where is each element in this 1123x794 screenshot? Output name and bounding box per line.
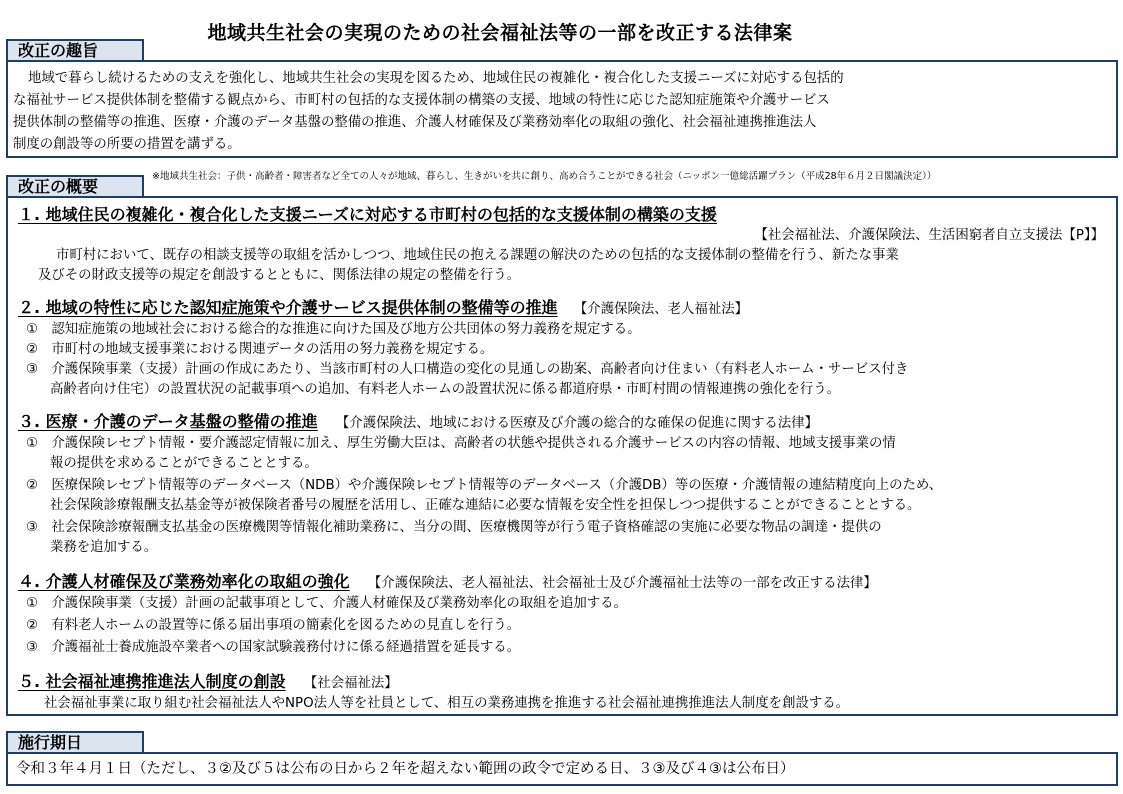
effective-header: 施行期日 (6, 731, 144, 754)
section-4-line: ② 有料老人ホームの設置等に係る届出事項の簡素化を図るための見直しを行う。 (26, 618, 521, 633)
section-1-line: 市町村において、既存の相談支援等の取組を活かしつつ、地域住民の抱える課題の解決のための包括的な支援体制の整備を行う、新たな事業 (56, 248, 899, 263)
section-3-line: 社会保険診療報酬支払基金等が被保険者番号の履歴を活用し、正確な連結に必要な情報を安全性を担保しつつ提供することができることとする。 (50, 498, 921, 513)
effective-box (6, 752, 1118, 786)
purpose-line: な福祉サービス提供体制を整備する観点から、市町村の包括的な支援体制の構築の支援、地域の特性に応じた認知症施策や介護サービス (13, 93, 830, 108)
overview-box (6, 196, 1118, 716)
section-2-title: ２. 地域の特性に応じた認知症施策や介護サービス提供体制の整備等の推進 (18, 298, 558, 317)
section-3-line: ① 介護保険レセプト情報・要介護認定情報に加え、厚生労働大臣は、高齢者の状態や提供される介護サービスの内容の情報、地域支援事業の情 (26, 436, 896, 451)
section-1-heading (18, 205, 717, 226)
document-title: 地域共生社会の実現のための社会福祉法等の一部を改正する法律案 (207, 22, 793, 44)
section-2-line: ② 市町村の地域支援事業における関連データの活用の努力義務を規定する。 (26, 342, 494, 357)
section-5-line: 社会福祉事業に取り組む社会福祉法人やNPO法人等を社員として、相互の業務連携を推進する社会福祉連携推進法人制度を創設する。 (44, 696, 850, 711)
section-4-line: ① 介護保険事業（支援）計画の記載事項として、介護人材確保及び業務効率化の取組を追加する。 (26, 596, 627, 611)
section-3-line: ② 医療保険レセプト情報等のデータベース（NDB）や介護保険レセプト情報等のデータベース（介護DB）等の医療・介護情報の連結精度向上のため、 (26, 478, 943, 493)
section-4-title: ４. 介護人材確保及び業務効率化の取組の強化 (18, 572, 350, 591)
section-3-line: 業務を追加する。 (50, 540, 158, 555)
section-3-line: ③ 社会保険診療報酬支払基金の医療機関等情報化補助業務に、当分の間、医療機関等が行う電子資格確認の実施に必要な物品の調達・提供の (26, 520, 882, 535)
overview-note: ※地域共生社会：子供・高齢者・障害者など全ての人々が地域、暮らし、生きがいを共に創り、高め合うことができる社会（ニッポン一億総活躍プラン（平成28年６月２日閣議決定）） (152, 171, 937, 182)
section-3-line: 報の提供を求めることができることとする。 (50, 456, 318, 471)
section-2-line: 高齢者向け住宅）の設置状況の記載事項への追加、有料老人ホームの設置状況に係る都道府県・市町村間の情報連携の強化を行う。 (50, 382, 841, 397)
overview-header: 改正の概要 (6, 175, 144, 198)
section-1-title: １. 地域住民の複雑化・複合化した支援ニーズに対応する市町村の包括的な支援体制の構築の支援 (18, 205, 717, 224)
section-2-line: ① 認知症施策の地域社会における総合的な推進に向けた国及び地方公共団体の努力義務を規定する。 (26, 322, 641, 337)
section-4-law: 【介護保険法、老人福祉法、社会福祉士及び介護福祉士法等の一部を改正する法律】 (367, 576, 877, 591)
section-2-line: ③ 介護保険事業（支援）計画の作成にあたり、当該市町村の人口構造の変化の見通しの勘案、高齢者向け住まい（有料老人ホーム・サービス付き (26, 362, 909, 377)
effective-date-text: 令和３年４月１日（ただし、３②及び５は公布の日から２年を超えない範囲の政令で定める日、３③及び４③は公布日） (16, 761, 795, 777)
section-1-law: 【社会福祉法、介護保険法、生活困窮者自立支援法【P】】 (754, 228, 1104, 243)
purpose-header: 改正の趣旨 (6, 39, 144, 62)
purpose-line: 制度の創設等の所要の措置を講ずる。 (13, 137, 241, 152)
section-5-title: ５. 社会福祉連携推進法人制度の創設 (18, 672, 286, 691)
purpose-line: 地域で暮らし続けるための支えを強化し、地域共生社会の実現を図るため、地域住民の複雑化・複合化した支援ニーズに対応する包括的 (28, 71, 844, 86)
section-1-line: 及びその財政支援等の規定を創設するとともに、関係法律の規定の整備を行う。 (38, 268, 521, 283)
section-5-heading (18, 672, 398, 693)
purpose-box (6, 60, 1118, 158)
section-2-heading (18, 298, 748, 319)
section-3-title: ３. 医療・介護のデータ基盤の整備の推進 (18, 412, 318, 431)
section-3-heading (18, 412, 818, 433)
purpose-line: 提供体制の整備等の推進、医療・介護のデータ基盤の整備の推進、介護人材確保及び業務効率化の取組の強化、社会福祉連携推進法人 (13, 115, 817, 130)
section-4-line: ③ 介護福祉士養成施設卒業者への国家試験義務付けに係る経過措置を延長する。 (26, 640, 521, 655)
section-3-law: 【介護保険法、地域における医療及び介護の総合的な確保の促進に関する法律】 (335, 416, 818, 431)
section-2-law: 【介護保険法、老人福祉法】 (573, 302, 748, 317)
section-5-law: 【社会福祉法】 (303, 676, 398, 691)
section-4-heading (18, 572, 877, 593)
